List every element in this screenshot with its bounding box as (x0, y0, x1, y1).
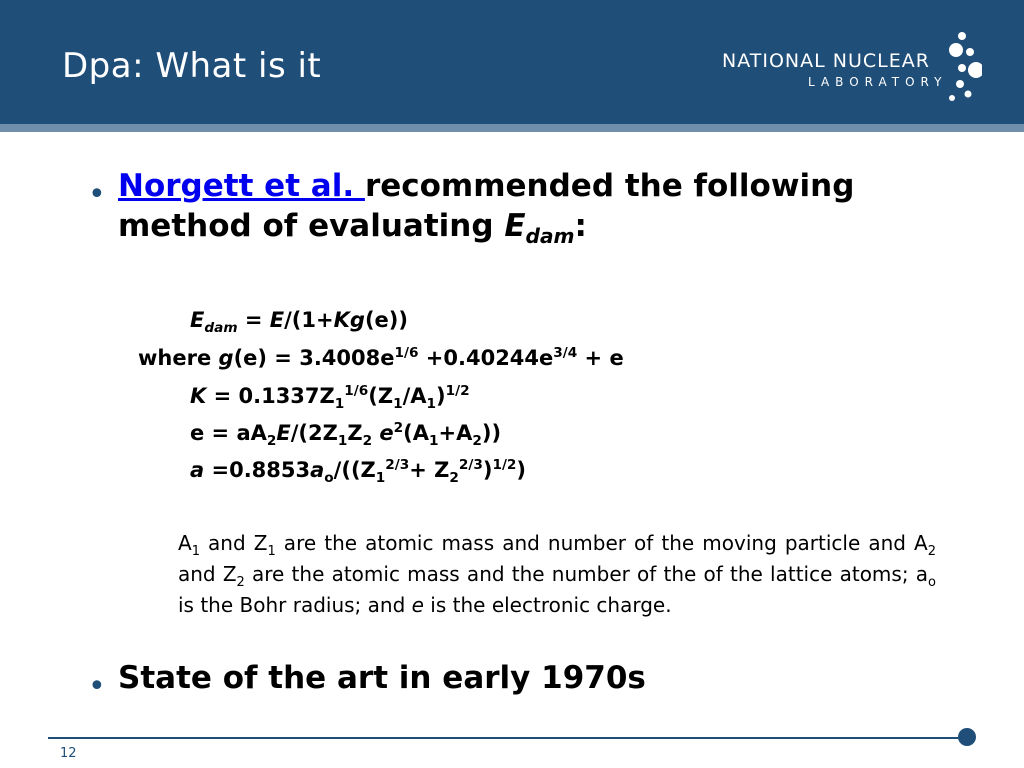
header-rule (0, 124, 1024, 132)
logo-text-line1: NATIONAL NUCLEAR (722, 50, 930, 72)
equation-g-of-e: where $g(e) = 3.4008e^{1/6} +0.40244e^{3/4} + e$ (138, 345, 624, 370)
national-nuclear-laboratory-logo (722, 30, 982, 110)
variable-definitions: $A_1$ and $Z_1$ are the atomic mass and number of the moving particle and $A_2$ and $Z_2$ are the atomic mass and the number of the of the lattice atoms; $a_o$ is the Bohr radius; and e is the electronic charge. (178, 531, 937, 617)
footer-dot-icon (958, 728, 976, 746)
equation-e: $e = aA_2E/(2Z_1Z_2$ $e^2(A_1+A_2)$) (190, 420, 502, 450)
equation-edam: $E_{dam} = E/(1+Kg(e))$ (190, 308, 408, 337)
bullet-icon: • (88, 669, 106, 704)
footer-line (48, 737, 966, 739)
logo-text-line2: LABORATORY (808, 75, 948, 89)
equation-k: $K = 0.1337Z_1^{1/6}(Z_1/A_1)^{1/2}$ (190, 383, 470, 413)
bullet-1-text: Norgett et al. recommended the following method of evaluating $E_{dam}$: (118, 168, 855, 249)
bullet-2-text: State of the art in early 1970s (118, 660, 646, 696)
page-number: 12 (60, 746, 77, 761)
norgett-link[interactable]: Norgett et al. (118, 168, 365, 204)
logo-dots-icon (934, 30, 982, 110)
equation-a: $a =0.8853a_o/((Z_1^{2/3}+ Z_2^{2/3})^{1/2})$ (190, 457, 527, 487)
bullet-icon: • (88, 177, 106, 212)
slide-title: Dpa: What is it (62, 46, 322, 86)
